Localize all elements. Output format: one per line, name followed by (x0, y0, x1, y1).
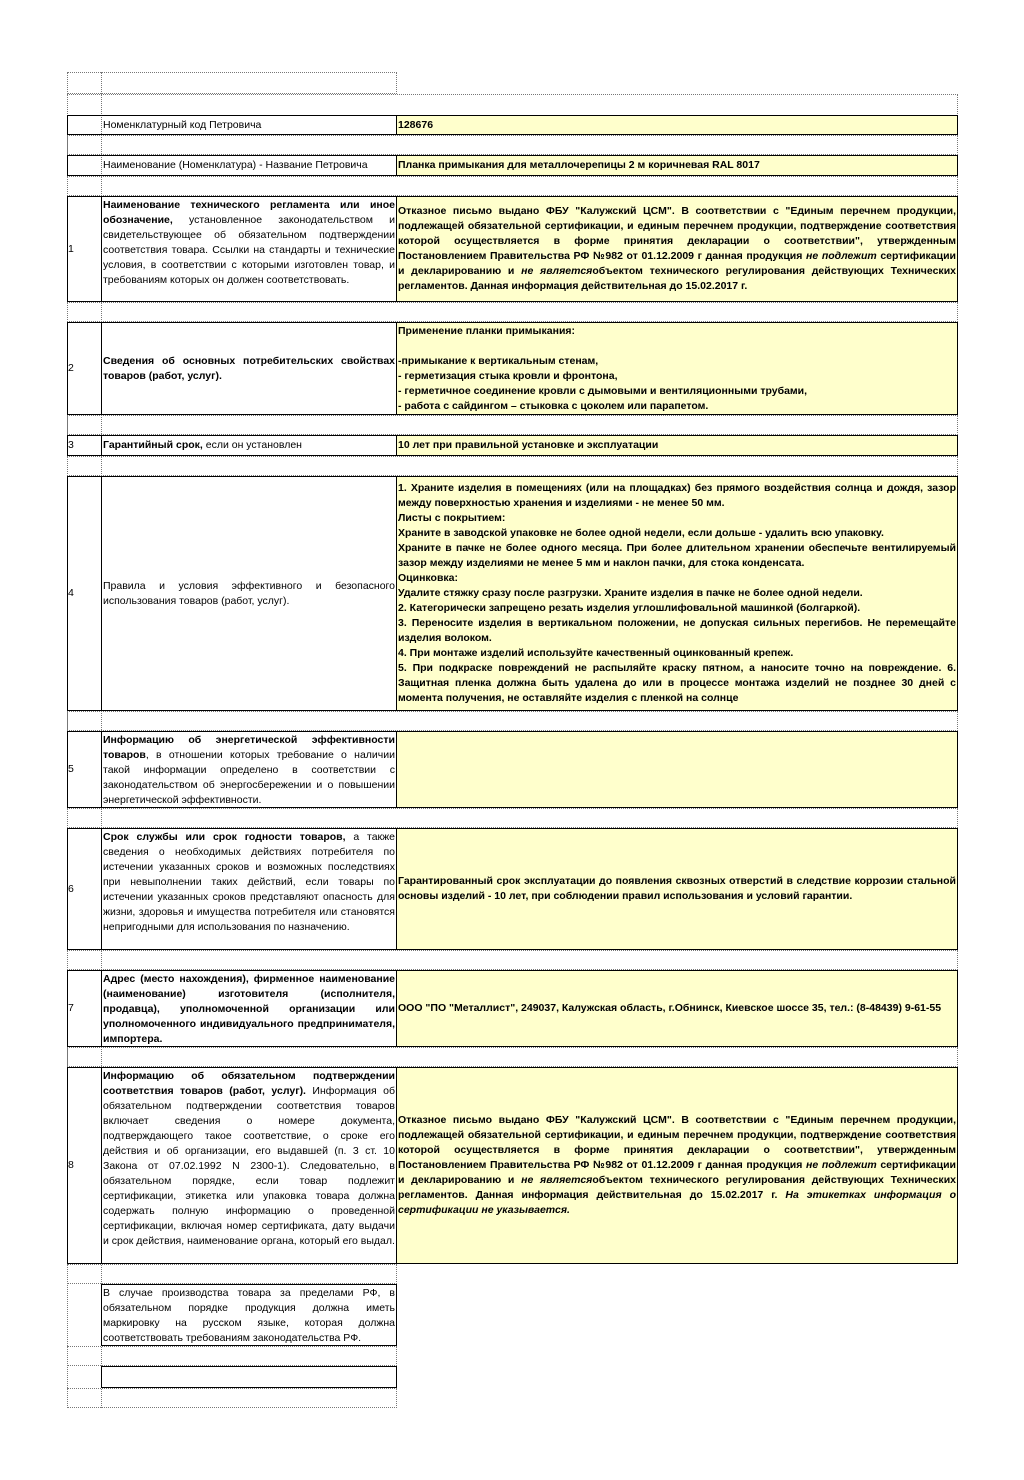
row-4-line: 1. Храните изделия в помещениях (или на площадках) без прямого воздействия солнца и дождя, зазор между поверхностью хранения и изделиями - не менее 50 мм. (398, 482, 956, 509)
row-2-value-title: Применение планки примыкания: (398, 325, 576, 337)
row-4-value (396, 476, 958, 711)
row-8-value: Отказное письмо выдано ФБУ "Калужский ЦСМ". В соответствии с "Единым перечнем продукции, подлежащей обязательной сертификации, и единым перечнем продукции, подтверждение соответствия которой осуществляется в форме принятия декларации о соответствии", утвержденным Постановлением Правительства РФ №982 от 01.12.2009 г данная продукция не подлежит сертификации и декларированию и не являетсяобъектом технического регулирования действующих Технических регламентов. Данная информация действительная до 15.02.2017 г. На этикетках информация о сертификации не указывается. (396, 1067, 958, 1264)
grid-spacer-row (67, 176, 958, 196)
grid-top-spacer (67, 72, 397, 94)
row-6-label: Срок службы или срок годности товаров, а также сведения о необходимых действиях потребителя по истечении указанных сроков и возможных последствиях при невыполнении таких действий, если товары по истечении указанных сроков представляют опасность для жизни, здоровья и имущества потребителя или становятся непригодными для использования по назначению. (101, 828, 397, 950)
row-1-label: Наименование технического регламента или иное обозначение, установленное законодательством и свидетельствующее об обязательном подтверждении соответствия товара. Ссылки на стандарты и технические условия, в соответствии с которыми изготовлен товар, и требованиям которых он должен соответствовать. (101, 196, 397, 302)
row-4-line: 5. При подкраске повреждений не распыляйте краску пятном, а наносите точно на повреждение. 6. Защитная пленка должна быть удалена до или в процессе монтажа изделий не позднее 30 дней с момента получения, не оставляйте изделия с пленкой на солнце (398, 662, 956, 704)
name-value: Планка примыкания для металлочерепицы 2 м коричневая RAL 8017 (396, 155, 958, 176)
row-2-value-item: - герметичное соединение кровли с дымовыми и вентиляционными трубами, (398, 385, 808, 397)
row-1-value: Отказное письмо выдано ФБУ "Калужский ЦСМ". В соответствии с "Единым перечнем продукции, подлежащей обязательной сертификации, и единым перечнем продукции, подтверждение соответствия которой осуществляется в форме принятия декларации о соответствии", утвержденным Постановлением Правительства РФ №982 от 01.12.2009 г данная продукция не подлежит сертификации и декларированию и не являетсяобъектом технического регулирования действующих Технических регламентов. Данная информация действительная до 15.02.2017 г. (396, 196, 958, 302)
grid-spacer-row (67, 808, 958, 828)
row-5-value (396, 731, 958, 808)
row-2-value (396, 322, 958, 415)
row-3-value: 10 лет при правильной установке и эксплуатации (396, 435, 958, 456)
grid-top-spacer-row (67, 94, 958, 116)
grid-spacer-row (67, 1264, 397, 1284)
footer-note: В случае производства товара за пределами РФ, в обязательном порядке продукция должна иметь маркировку на русском языке, которая должна соответствовать требованиям законодательства РФ. (101, 1284, 397, 1346)
row-3-number: 3 (68, 439, 74, 451)
code-value: 128676 (396, 115, 958, 135)
empty-bottom-cell (101, 1366, 397, 1388)
row-4-line: Удалите стяжку сразу после разгрузки. Храните изделия в пачке не более одной недели. (398, 587, 863, 599)
row-2-value-item: -примыкание к вертикальным стенам, (398, 355, 599, 367)
row-1-number: 1 (68, 242, 74, 255)
row-4-line: 2. Категорически запрещено резать изделия углошлифовальной машинкой (болгаркой). (398, 602, 861, 614)
grid-spacer-row (67, 302, 958, 322)
row-5-label: Информацию об энергетической эффективности товаров, в отношении которых требование о наличии такой информации определено в соответствии с законодательством об энергосбережении и о повышении энергетической эффективности. (101, 731, 397, 808)
row-7-value: ООО "ПО "Металлист", 249037, Калужская область, г.Обнинск, Киевское шоссе 35, тел.: (8-48439) 9-61-55 (396, 970, 958, 1047)
grid-spacer-row (67, 711, 958, 731)
row-4-line: 4. При монтаже изделий используйте качественный оцинкованный крепеж. (398, 647, 794, 659)
row-8-number: 8 (68, 1159, 74, 1171)
row-3-label: Гарантийный срок, если он установлен (101, 435, 397, 456)
row-4-line: 3. Переносите изделия в вертикальном положении, не допуская сильных перегибов. Не перемещайте изделия волоком. (398, 617, 956, 644)
row-4-line: Храните в заводской упаковке не более одной недели, если дольше - удалить всю упаковку. (398, 527, 884, 539)
name-label: Наименование (Номенклатура) - Название Петровича (103, 159, 368, 171)
row-2-value-item: - герметизация стыка кровли и фронтона, (398, 370, 618, 382)
row-2-value-item: - работа с сайдингом – стыковка с цоколем или парапетом. (398, 400, 709, 412)
row-4-number: 4 (68, 587, 74, 599)
row-7-label: Адрес (место нахождения), фирменное наименование (наименование) изготовителя (исполнителя, продавца), уполномоченной организации или уполномоченного индивидуального предпринимателя, импортера. (101, 970, 397, 1047)
grid-spacer-row (67, 456, 958, 476)
code-label: Номенклатурный код Петровича (103, 118, 262, 131)
row-4-line: Листы с покрытием: (398, 512, 506, 524)
grid-spacer-row (67, 1346, 397, 1366)
grid-spacer-row (67, 950, 958, 970)
grid-spacer-row (67, 1047, 958, 1067)
row-4-line: Оцинковка: (398, 572, 458, 584)
row-8-label: Информацию об обязательном подтверждении соответствия товаров (работ, услуг). Информация об обязательном подтверждении соответствия товаров включает сведения о номере документа, подтверждающего такое соответствие, о сроке его действия и об организации, его выдавшей (п. 3 ст. 10 Закона от 07.02.1992 N 2300-1). Следовательно, в обязательном порядке, если товар подлежит сертификации, этикетка или упаковка товара должна содержать полную информацию о проведенной сертификации, включая номер сертификата, дату выдачи и срок действия, наименование органа, который его выдал. (101, 1067, 397, 1264)
row-5-number: 5 (68, 763, 74, 775)
row-2-number: 2 (68, 362, 74, 374)
row-6-number: 6 (68, 882, 74, 895)
row-6-value: Гарантированный срок эксплуатации до появления сквозных отверстий в следствие коррозии стальной основы изделий - 10 лет, при соблюдении правил использования и условий гарантии. (396, 828, 958, 950)
row-4-label: Правила и условия эффективного и безопасного использования товаров (работ, услуг). (101, 476, 397, 711)
grid-spacer-row (67, 135, 958, 155)
grid-spacer-row (67, 415, 958, 435)
row-2-label: Сведения об основных потребительских свойствах товаров (работ, услуг). (101, 322, 397, 415)
grid-spacer-row (67, 1388, 397, 1408)
row-7-number: 7 (68, 1002, 74, 1014)
row-4-line: Храните в пачке не более одного месяца. При более длительном хранении обеспечьте вентилируемый зазор между изделиями не менее 5 мм и наклон пачки, для стока конденсата. (398, 542, 956, 569)
